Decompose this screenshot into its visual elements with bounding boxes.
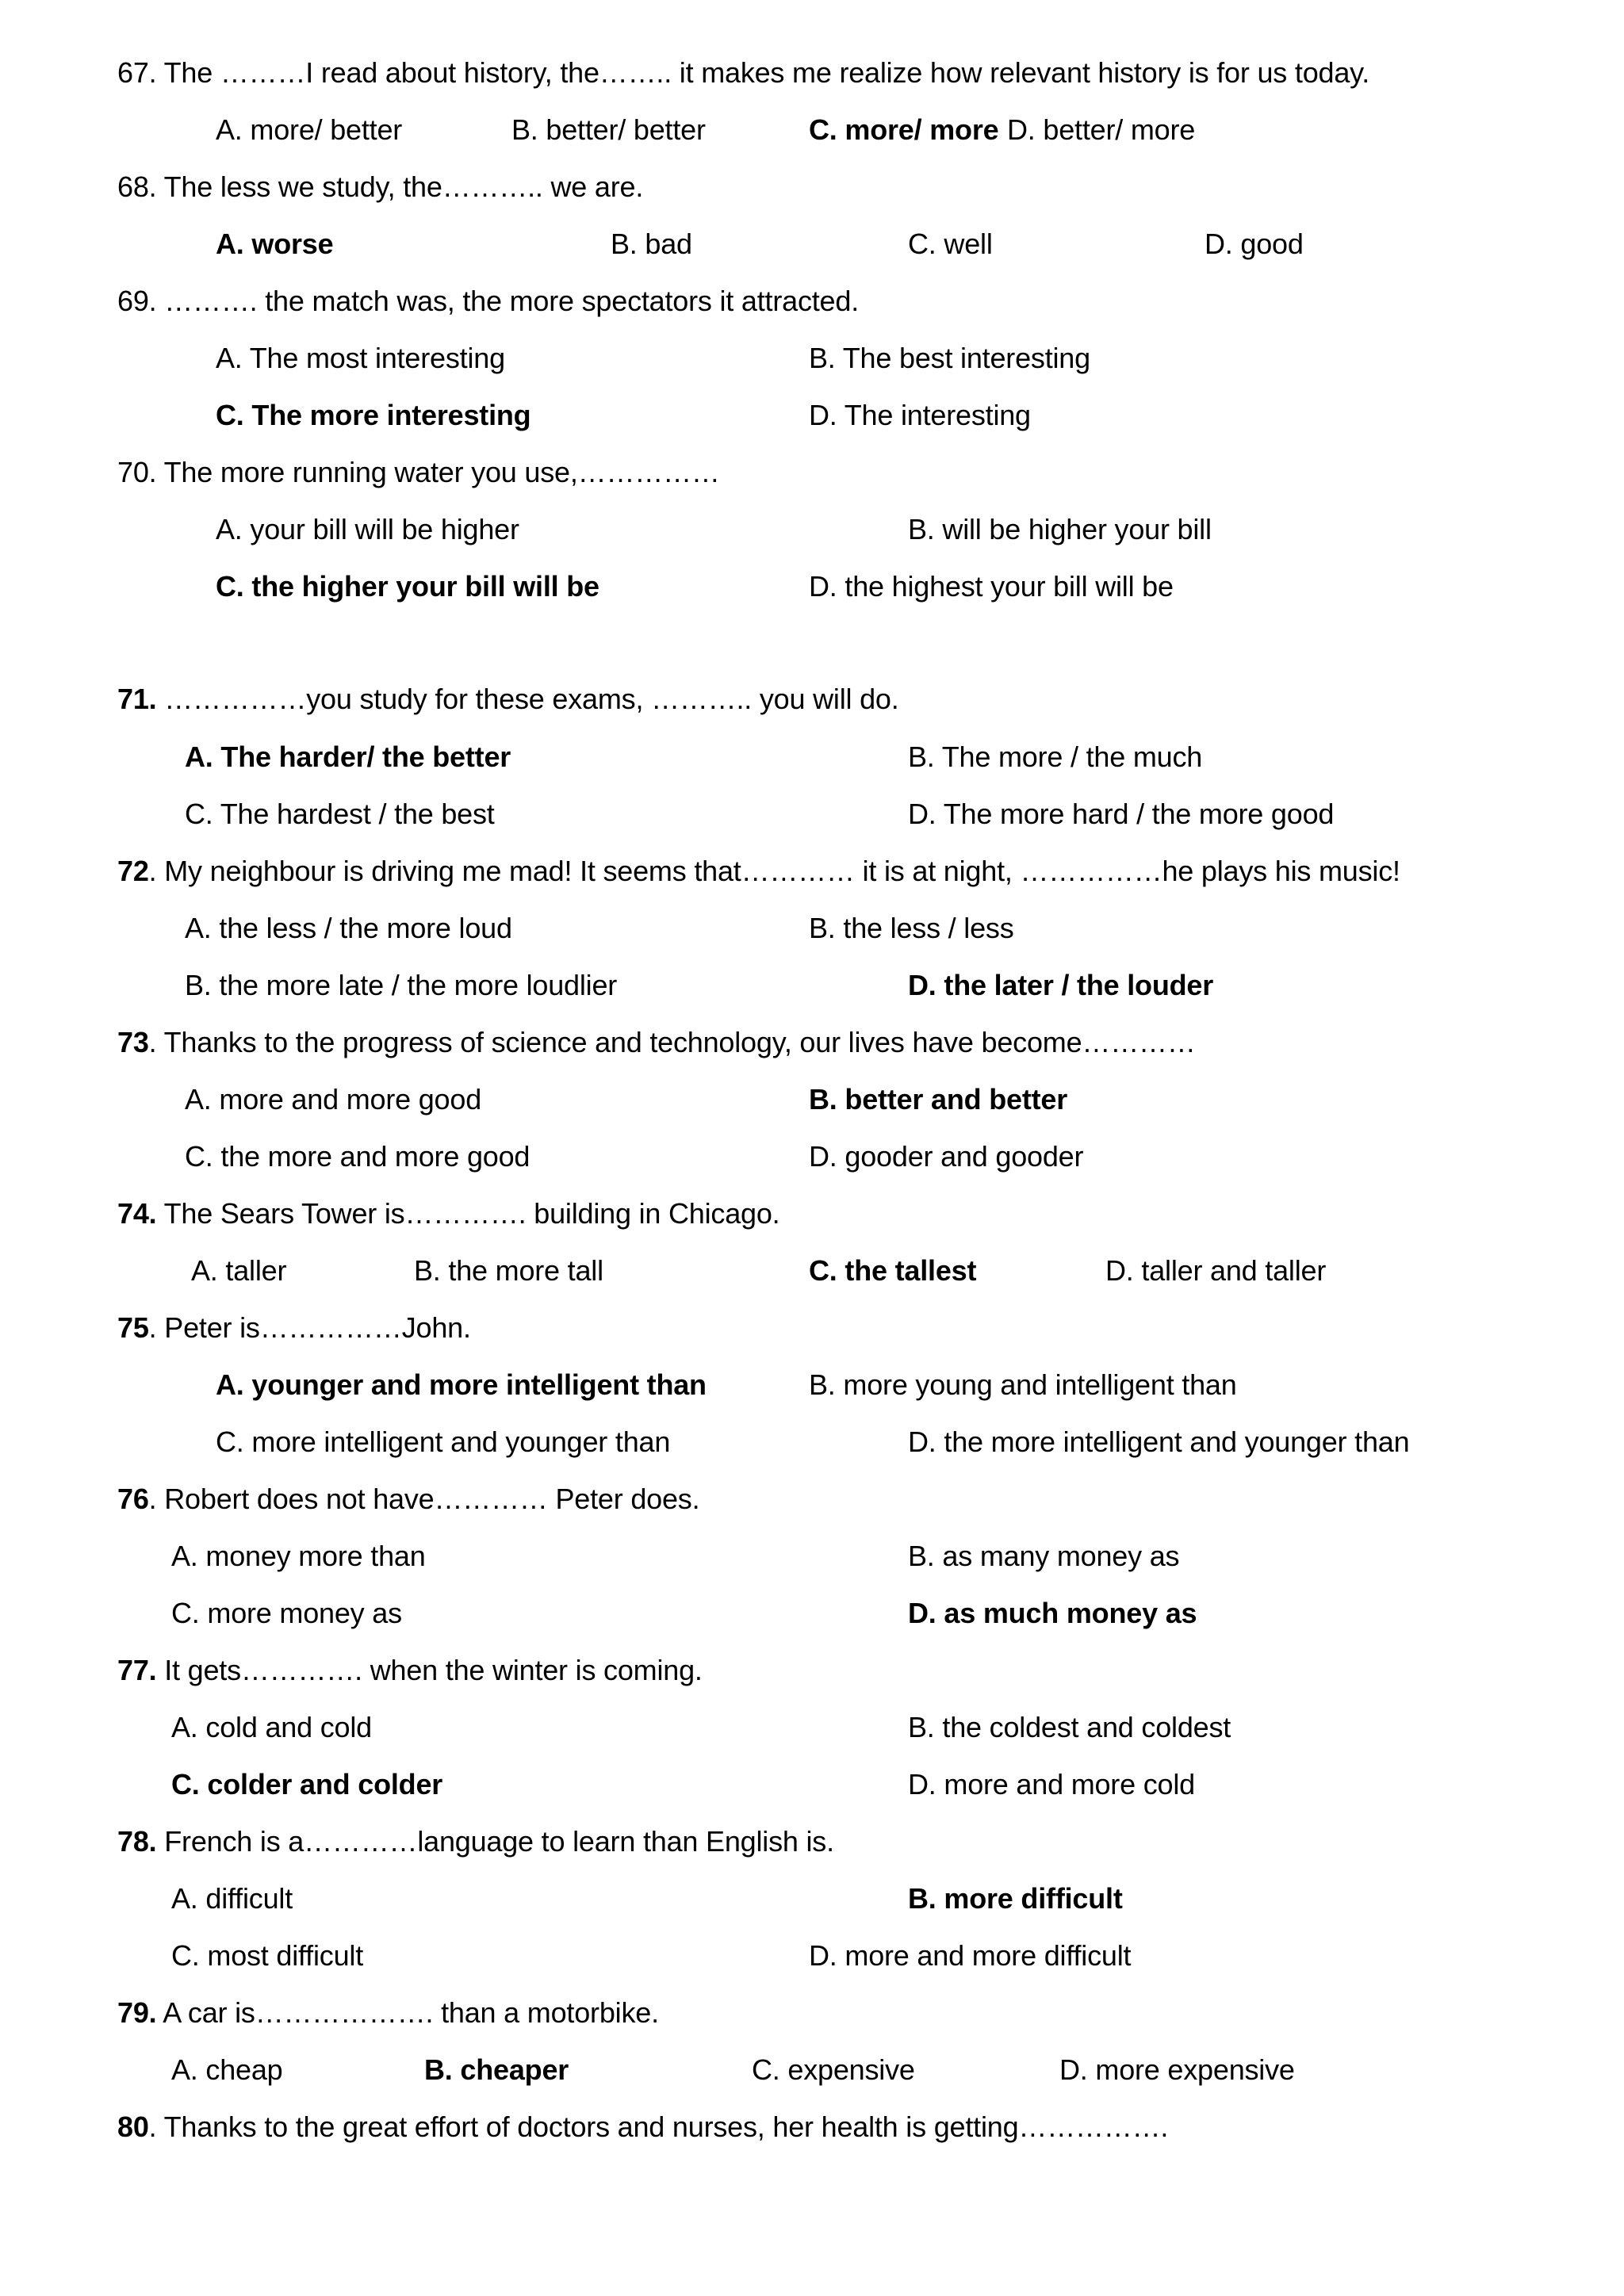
answer-option: C. colder and colder xyxy=(171,1768,443,1800)
question-number: 71. xyxy=(117,683,157,715)
answer-option: D. the highest your bill will be xyxy=(809,570,1174,603)
question-number: 69. xyxy=(117,285,157,317)
answer-option: A. more and more good xyxy=(185,1083,482,1115)
question-text: French is a…………language to learn than English is. xyxy=(156,1825,834,1858)
question-number: 67. xyxy=(117,56,157,89)
answer-option: C. The more interesting xyxy=(216,399,531,431)
answer-option: C. more money as xyxy=(171,1597,402,1629)
question-number: 80 xyxy=(117,2110,149,2143)
question-number: 76 xyxy=(117,1483,149,1515)
answer-option: A. the less / the more loud xyxy=(185,912,512,944)
question-stem xyxy=(117,1025,1196,1060)
answer-option: B. the more tall xyxy=(414,1254,603,1287)
answer-option: B. more difficult xyxy=(908,1882,1123,1915)
answer-option: D. gooder and gooder xyxy=(809,1140,1084,1173)
question-stem xyxy=(117,1311,471,1345)
answer-option: B. the less / less xyxy=(809,912,1014,944)
question-number: 74. xyxy=(117,1197,157,1230)
answer-option: C. more intelligent and younger than xyxy=(216,1425,671,1458)
answer-option: B. as many money as xyxy=(908,1540,1180,1572)
answer-option: B. The best interesting xyxy=(809,342,1090,374)
answer-option: D. the later / the louder xyxy=(908,969,1214,1001)
answer-option: C. the tallest xyxy=(809,1254,977,1287)
answer-option: D. more and more difficult xyxy=(809,1939,1132,1972)
question-stem xyxy=(117,1653,703,1688)
answer-option: C. well xyxy=(908,228,993,260)
question-stem xyxy=(117,455,720,490)
answer-option: B. bad xyxy=(611,228,692,260)
question-stem xyxy=(117,55,1369,90)
question-stem xyxy=(117,1824,834,1859)
question-stem xyxy=(117,1996,659,2030)
question-text: The ………I read about history, the…….. it makes me realize how relevant history is for us today. xyxy=(156,56,1370,89)
question-stem xyxy=(117,1482,699,1517)
answer-option: B. the more late / the more loudlier xyxy=(185,969,618,1001)
question-stem xyxy=(117,170,643,205)
answer-option: A. difficult xyxy=(171,1882,293,1915)
question-text: . Thanks to the great effort of doctors and nurses, her health is getting……………. xyxy=(148,2110,1169,2143)
answer-option: D. better/ more xyxy=(1007,113,1196,146)
question-text: . Robert does not have………… Peter does. xyxy=(148,1483,700,1515)
question-text: The Sears Tower is…………. building in Chicago. xyxy=(156,1197,780,1230)
question-stem xyxy=(117,284,859,319)
answer-option: A. worse xyxy=(216,228,334,260)
question-stem xyxy=(117,682,899,717)
answer-option: C. the more and more good xyxy=(185,1140,530,1173)
question-number: 79. xyxy=(117,1996,157,2029)
answer-option: A. younger and more intelligent than xyxy=(216,1368,707,1401)
question-text: A car is………………. than a motorbike. xyxy=(156,1996,659,2029)
answer-option: B. the coldest and coldest xyxy=(908,1711,1231,1743)
question-number: 75 xyxy=(117,1311,149,1344)
answer-option: A. money more than xyxy=(171,1540,426,1572)
answer-option: B. better and better xyxy=(809,1083,1068,1115)
question-number: 77. xyxy=(117,1654,157,1686)
answer-option: B. more young and intelligent than xyxy=(809,1368,1237,1401)
answer-option: D. The interesting xyxy=(809,399,1031,431)
question-number: 78. xyxy=(117,1825,157,1858)
answer-option: D. more expensive xyxy=(1059,2053,1295,2086)
question-text: The less we study, the……….. we are. xyxy=(156,170,644,203)
answer-option: A. cold and cold xyxy=(171,1711,372,1743)
question-text: . Thanks to the progress of science and technology, our lives have become………… xyxy=(148,1026,1196,1058)
question-text: . My neighbour is driving me mad! It seems that………… it is at night, ……………he plays his music! xyxy=(148,855,1400,887)
answer-option: A. The most interesting xyxy=(216,342,505,374)
answer-option: D. taller and taller xyxy=(1105,1254,1327,1287)
answer-option: B. cheaper xyxy=(424,2053,569,2086)
answer-option: D. the more intelligent and younger than xyxy=(908,1425,1410,1458)
answer-option: B. will be higher your bill xyxy=(908,513,1212,545)
answer-option: C. the higher your bill will be xyxy=(216,570,599,603)
answer-option: B. better/ better xyxy=(511,113,706,146)
answer-option: C. most difficult xyxy=(171,1939,364,1972)
answer-option: D. good xyxy=(1205,228,1304,260)
answer-option: D. The more hard / the more good xyxy=(908,798,1335,830)
answer-option: A. cheap xyxy=(171,2053,283,2086)
question-text: The more running water you use,…………… xyxy=(156,456,720,488)
question-number: 73 xyxy=(117,1026,149,1058)
question-stem xyxy=(117,1196,779,1231)
question-text: It gets…………. when the winter is coming. xyxy=(156,1654,703,1686)
answer-option: B. The more / the much xyxy=(908,740,1203,773)
question-number: 72 xyxy=(117,855,149,887)
question-text: . Peter is……………John. xyxy=(148,1311,471,1344)
question-stem xyxy=(117,854,1400,889)
question-text: ……………you study for these exams, ……….. you will do. xyxy=(156,683,899,715)
question-number: 68. xyxy=(117,170,157,203)
question-number: 70. xyxy=(117,456,157,488)
answer-option: A. more/ better xyxy=(216,113,403,146)
answer-option: C. more/ more xyxy=(809,113,999,146)
answer-option: A. taller xyxy=(191,1254,287,1287)
answer-option: C. expensive xyxy=(752,2053,915,2086)
answer-option: A. The harder/ the better xyxy=(185,740,511,773)
answer-option: D. as much money as xyxy=(908,1597,1197,1629)
answer-option: D. more and more cold xyxy=(908,1768,1195,1800)
question-stem xyxy=(117,2110,1168,2145)
answer-option: A. your bill will be higher xyxy=(216,513,519,545)
answer-option: C. The hardest / the best xyxy=(185,798,495,830)
question-text: ………. the match was, the more spectators it attracted. xyxy=(156,285,859,317)
